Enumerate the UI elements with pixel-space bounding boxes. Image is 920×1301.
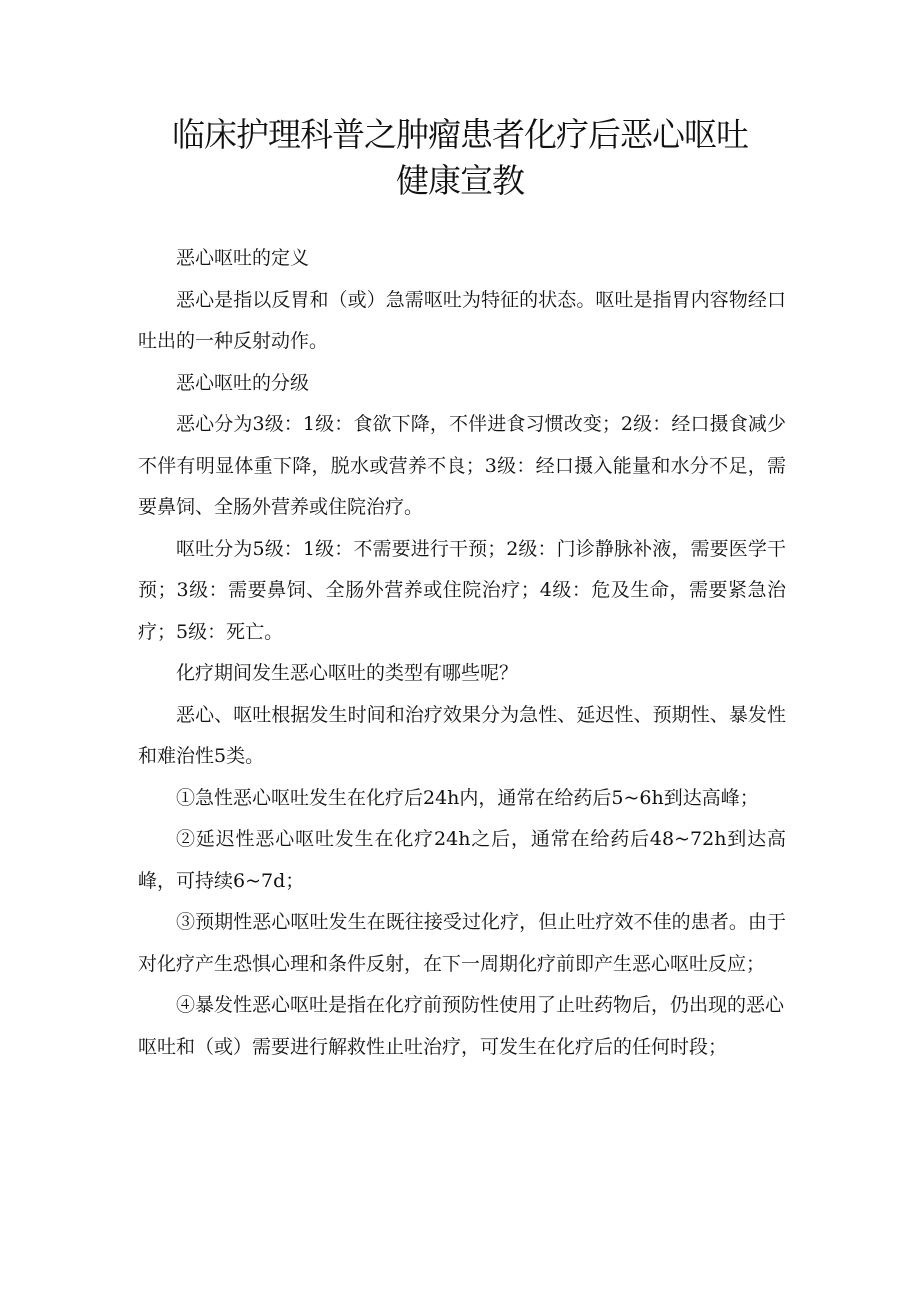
document-body — [138, 238, 786, 1068]
title-line-2: 健康宣教 — [396, 161, 524, 200]
section-heading-grading: 恶心呕吐的分级 — [176, 371, 310, 394]
paragraph-vomiting-grades: 呕吐分为5级：1级：不需要进行干预；2级：门诊静脉补液，需要医学干预；3级：需要鼻饲、全肠外营养或住院治疗；4级：危及生命，需要紧急治疗；5级：死亡。 — [138, 537, 786, 643]
paragraph-anticipatory: ③预期性恶心呕吐发生在既往接受过化疗，但止吐疗效不佳的患者。由于对化疗产生恐惧心理和条件反射，在下一周期化疗前即产生恶心呕吐反应； — [138, 911, 786, 975]
section-heading-definition: 恶心呕吐的定义 — [176, 247, 310, 269]
paragraph-definition: 恶心是指以反胃和（或）急需呕吐为特征的状态。呕吐是指胃内容物经口吐出的一种反射动作。 — [138, 288, 786, 352]
paragraph-delayed: ②延迟性恶心呕吐发生在化疗24h之后，通常在给药后48~72h到达高峰，可持续6~7d； — [138, 828, 786, 892]
document-title — [60, 112, 860, 204]
paragraph-types-overview: 恶心、呕吐根据发生时间和治疗效果分为急性、延迟性、预期性、暴发性和难治性5类。 — [138, 703, 786, 767]
paragraph-nausea-grades: 恶心分为3级：1级：食欲下降，不伴进食习惯改变；2级：经口摄食减少不伴有明显体重下降，脱水或营养不良；3级：经口摄入能量和水分不足，需要鼻饲、全肠外营养或住院治疗。 — [138, 413, 786, 518]
title-line-1: 临床护理科普之肿瘤患者化疗后恶心呕吐 — [172, 115, 748, 154]
paragraph-acute: ①急性恶心呕吐发生在化疗后24h内，通常在给药后5~6h到达高峰； — [176, 786, 759, 809]
paragraph-breakthrough: ④暴发性恶心呕吐是指在化疗前预防性使用了止吐药物后，仍出现的恶心呕吐和（或）需要进行解救性止吐治疗，可发生在化疗后的任何时段； — [138, 994, 785, 1058]
section-heading-types: 化疗期间发生恶心呕吐的类型有哪些呢？ — [176, 662, 519, 684]
